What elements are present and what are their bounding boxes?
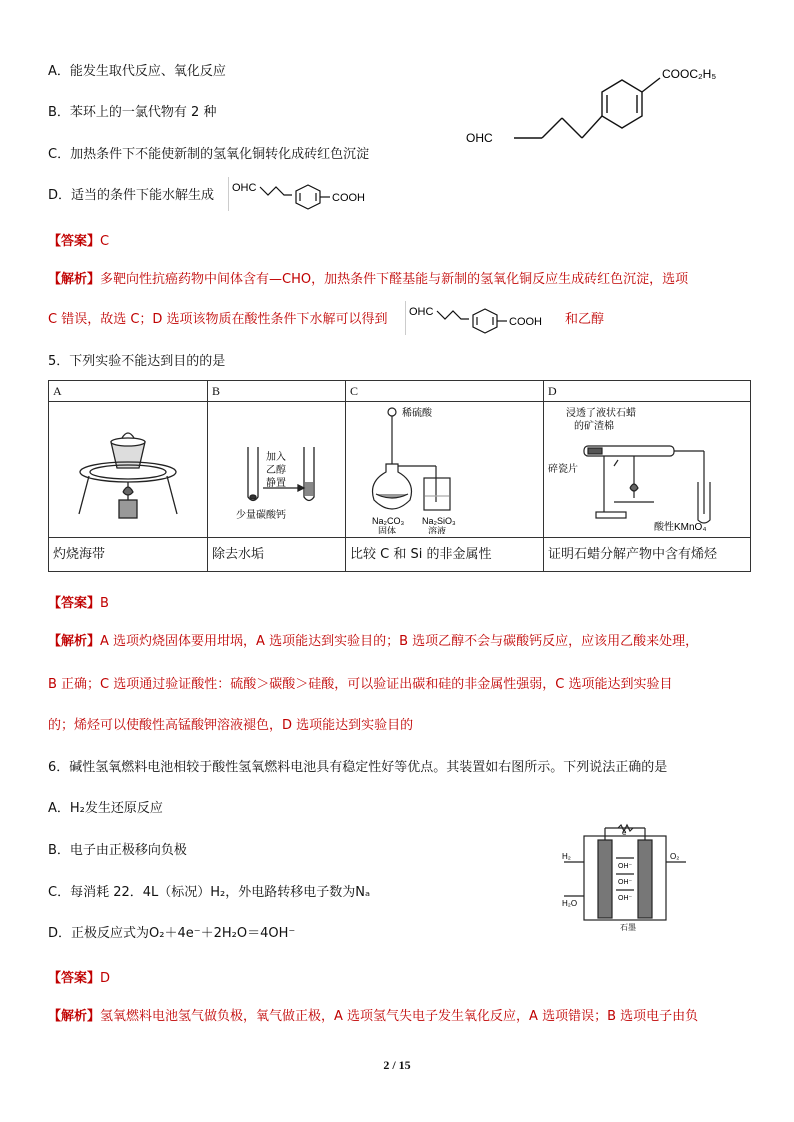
q4-answer-label: 【答案】: [48, 234, 101, 249]
label-stand: 静置: [266, 478, 286, 489]
crucible-tripod-diagram: [49, 402, 207, 534]
page-number: 2 / 15: [383, 1058, 411, 1072]
q6-option-c: C．每消耗 22．4L（标况）H₂，外电路转移电子数为Nₐ: [48, 885, 371, 900]
q5-analysis-text1: A 选项灼烧固体要用坩埚，A 选项能达到实验目的；B 选项乙醇不会与碳酸钙反应，应该用乙酸来处理，: [100, 634, 699, 649]
label-calcium-carbonate: 少量碳酸钙: [236, 510, 286, 521]
label-acidic-kmno4: 酸性KMnO₄: [654, 522, 707, 533]
q4-answer: [48, 230, 109, 249]
label-o2: O₂: [670, 852, 680, 861]
q5-caption-c: 比较 C 和 Si 的非金属性: [346, 538, 544, 572]
q4-aldehyde-label: OHC: [466, 131, 493, 145]
q6-answer-label: 【答案】: [48, 971, 101, 986]
q5-analysis-line2: B 正确；C 选项通过验证酸性：硫酸＞碳酸＞硅酸，可以验证出碳和硅的非金属性强弱，C 选项能达到实验目: [48, 677, 673, 692]
label-h2: H₂: [562, 852, 571, 861]
q6-answer: [48, 967, 110, 986]
q5-analysis-line1: [48, 633, 698, 651]
q5-answer-value: B: [100, 596, 109, 611]
label-na2co3: Na₂CO₃: [372, 516, 405, 526]
fuel-cell-diagram: [560, 822, 690, 934]
q4-ester-label: COOC₂H₅: [662, 67, 717, 81]
q5-analysis-label: 【解析】: [48, 634, 101, 649]
acid-flask-diagram: [346, 402, 543, 534]
q6-question: 6．碱性氢氧燃料电池相较于酸性氢氧燃料电池具有稳定性好等优点。其装置如右图所示。下列说法正确的是: [48, 760, 668, 775]
q6-option-d: D．正极反应式为O₂＋4e⁻＋2H₂O＝4OH⁻: [48, 926, 296, 941]
q6-option-b: B．电子由正极移向负极: [48, 843, 187, 858]
q4-analysis-text1: 多靶向性抗癌药物中间体含有—CHO，加热条件下醛基能与新制的氢氧化铜反应生成砖红色沉淀，选项: [100, 272, 689, 287]
q4-structure-diagram: [462, 58, 752, 153]
q4-inline-cooh: COOH: [332, 192, 365, 204]
q4-answer-value: C: [100, 234, 110, 249]
label-porcelain-chips: 碎瓷片: [548, 464, 578, 475]
q6-answer-value: D: [100, 971, 111, 986]
q4-inline-structure: [228, 177, 388, 211]
q4-analysis-line1: [48, 271, 688, 289]
label-graphite: 石墨: [620, 923, 636, 932]
q6-option-a: A．H₂发生还原反应: [48, 801, 163, 816]
label-slag-wool: 的矿渣棉: [574, 421, 614, 432]
label-na2sio3: Na₂SiO₃: [422, 516, 456, 526]
q5-header-a: A: [49, 381, 208, 402]
label-electron: e: [622, 828, 627, 837]
q5-header-b: B: [208, 381, 346, 402]
label-solid: 固体: [378, 526, 397, 534]
q5-experiment-table: [48, 380, 751, 572]
q5-header-c: C: [346, 381, 544, 402]
q4-analysis-structure: [405, 301, 565, 335]
label-oh-3: OH⁻: [618, 895, 633, 902]
q4-option-b: B．苯环上的一氯代物有 2 种: [48, 105, 217, 120]
label-solution: 溶液: [428, 526, 447, 534]
q5-analysis-line3: 的；烯烃可以使酸性高锰酸钾溶液褪色，D 选项能达到实验目的: [48, 718, 414, 733]
q6-analysis-text1: 氢氧燃料电池氢气做负极，氧气做正极，A 选项氢气失电子发生氧化反应，A 选项错误；B 选项电子由负: [100, 1009, 699, 1024]
q5-figure-d: [544, 402, 751, 538]
label-ethanol: 乙醇: [266, 465, 286, 476]
label-dilute-sulfuric-acid: 稀硫酸: [402, 408, 432, 419]
q5-question: 5．下列实验不能达到目的的是: [48, 354, 226, 369]
q5-caption-b: 除去水垢: [208, 538, 346, 572]
q4-inline-ohc: OHC: [232, 182, 257, 194]
test-tubes-diagram: [208, 402, 345, 534]
label-h2o: H₂O: [562, 899, 578, 908]
q4-analysis-label: 【解析】: [48, 272, 101, 287]
label-oh-2: OH⁻: [618, 879, 633, 886]
q4-analysis-line2: C 错误，故选 C；D 选项该物质在酸性条件下水解可以得到: [48, 312, 388, 327]
label-oh-1: OH⁻: [618, 863, 633, 870]
paraffin-cracking-diagram: [544, 402, 750, 534]
label-add: 加入: [266, 452, 286, 463]
q5-header-d: D: [544, 381, 751, 402]
q4-analysis-tail: 和乙醇: [565, 312, 605, 327]
q4-analysis-ohc: OHC: [409, 306, 434, 318]
q5-answer: [48, 592, 109, 611]
q5-caption-d: 证明石蜡分解产物中含有烯烃: [544, 538, 751, 572]
q6-analysis-label: 【解析】: [48, 1009, 101, 1024]
q5-caption-a: 灼烧海带: [49, 538, 208, 572]
q5-figure-c: [346, 402, 544, 538]
q5-figure-b: [208, 402, 346, 538]
q4-option-a: A．能发生取代反应、氧化反应: [48, 64, 226, 79]
label-paraffin: 浸透了液状石蜡: [566, 408, 636, 419]
q5-figure-a: [49, 402, 208, 538]
q5-answer-label: 【答案】: [48, 596, 101, 611]
q4-analysis-cooh: COOH: [509, 316, 542, 328]
q4-option-c: C．加热条件下不能使新制的氢氧化铜转化成砖红色沉淀: [48, 147, 370, 162]
q6-analysis-line1: [48, 1008, 698, 1026]
q4-option-d: D．适当的条件下能水解生成: [48, 188, 215, 203]
